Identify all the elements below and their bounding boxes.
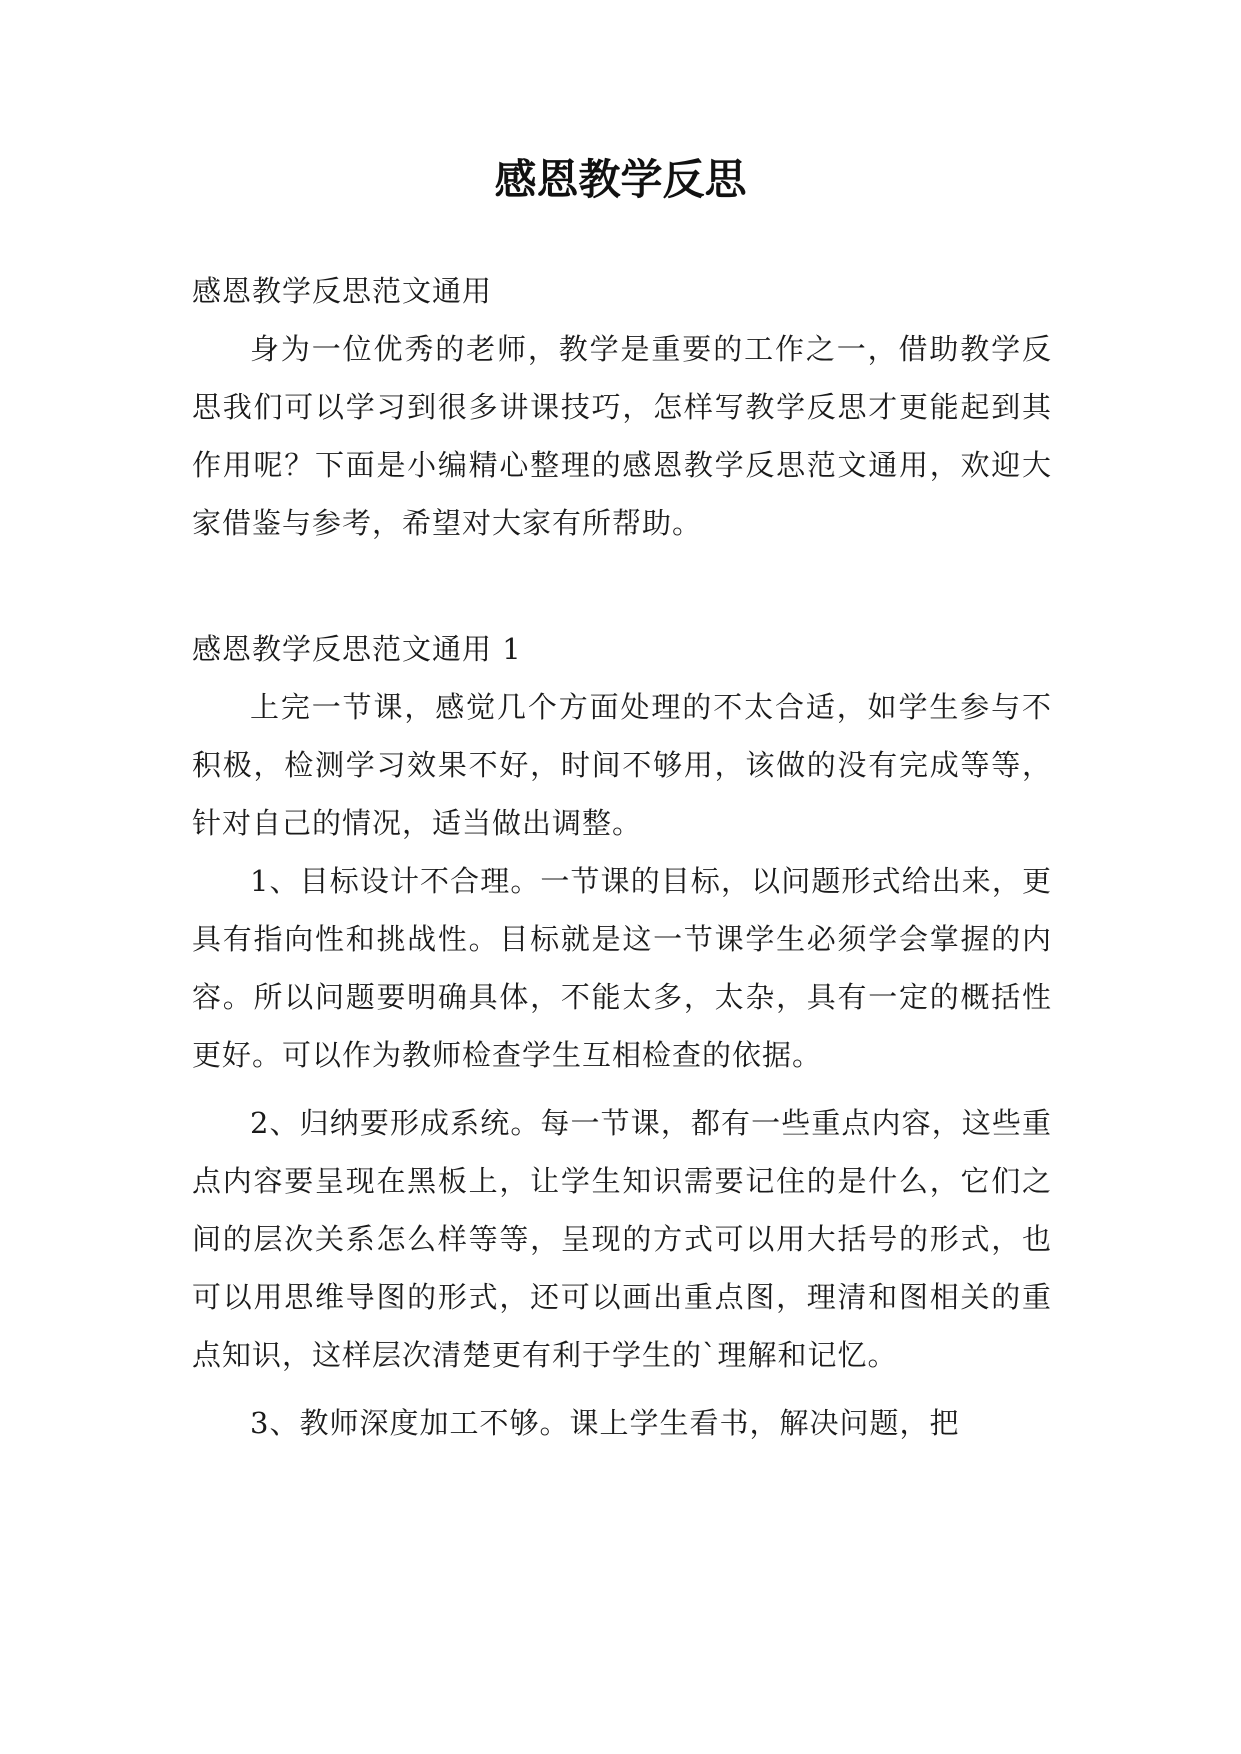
- document-body: [192, 262, 1052, 1452]
- section-heading: 感恩教学反思范文通用: [192, 274, 493, 308]
- document-title: 感恩教学反思: [494, 155, 747, 204]
- body-paragraph: 2、归纳要形成系统。每一节课，都有一些重点内容，这些重点内容要呈现在黑板上，让学生知识需要记住的是什么，它们之间的层次关系怎么样等等，呈现的方式可以用大括号的形式，也可以用思维导图的形式，还可以画出重点图，理清和图相关的重点知识，这样层次清楚更有利于学生的`理解和记忆。: [192, 1106, 1052, 1372]
- body-paragraph: 1、目标设计不合理。一节课的目标，以问题形式给出来，更具有指向性和挑战性。目标就是这一节课学生必须学会掌握的内容。所以问题要明确具体，不能太多，太杂，具有一定的概括性更好。可以作为教师检查学生互相检查的依据。: [192, 864, 1052, 1072]
- intro-paragraph: 身为一位优秀的老师，教学是重要的工作之一，借助教学反思我们可以学习到很多讲课技巧，怎样写教学反思才更能起到其作用呢？下面是小编精心整理的感恩教学反思范文通用，欢迎大家借鉴与参考，希望对大家有所帮助。: [192, 332, 1052, 540]
- section-heading: 感恩教学反思范文通用 1: [192, 632, 522, 666]
- body-paragraph: 上完一节课，感觉几个方面处理的不太合适，如学生参与不积极，检测学习效果不好，时间不够用，该做的没有完成等等，针对自己的情况，适当做出调整。: [192, 690, 1052, 840]
- body-paragraph: 3、教师深度加工不够。课上学生看书，解决问题，把: [250, 1406, 960, 1440]
